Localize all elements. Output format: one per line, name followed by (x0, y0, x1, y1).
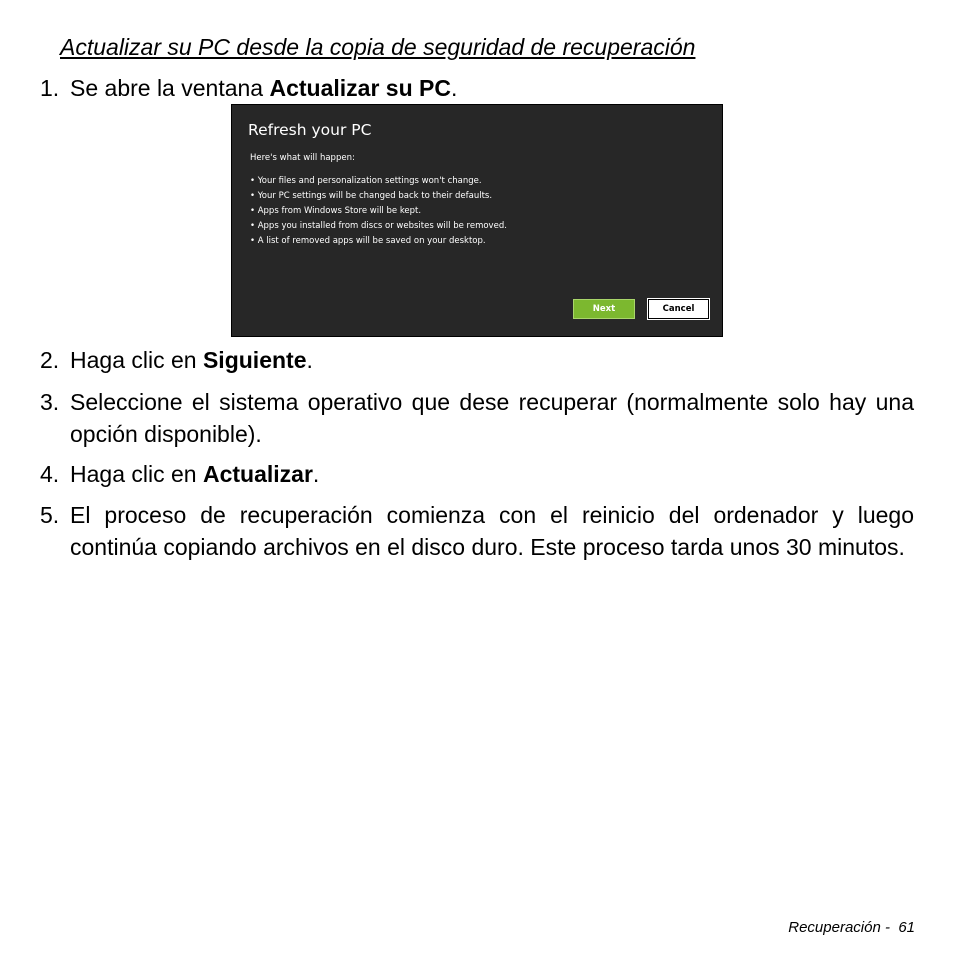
dialog-bullet-list (250, 174, 507, 249)
footer-section: Recuperación - (788, 919, 895, 936)
step-text: Seleccione el sistema operativo que dese recuperar (normalmente solo hay una opción disponible). (70, 389, 914, 447)
step-3 (40, 386, 914, 450)
step-number: 4. (40, 461, 60, 487)
button-name: Siguiente (202, 347, 307, 373)
dialog-bullet: • Your PC settings will be changed back to their defaults. (250, 189, 507, 204)
cancel-button[interactable]: Cancel (648, 299, 709, 319)
page-footer (788, 919, 915, 936)
step-2 (40, 344, 914, 376)
dialog-bullet: • Apps you installed from discs or websites will be removed. (250, 219, 507, 234)
step-4 (40, 458, 914, 490)
step-text: Haga clic en Actualizar. (70, 461, 320, 487)
dialog-bullet: • Apps from Windows Store will be kept. (250, 204, 507, 219)
dialog-bullet: • Your files and personalization settings won't change. (250, 174, 507, 189)
step-text: Se abre la ventana Actualizar su PC. (70, 75, 458, 101)
page-number: 61 (898, 919, 915, 936)
button-name: Actualizar (202, 461, 313, 487)
next-button[interactable]: Next (573, 299, 635, 319)
refresh-pc-screenshot (231, 104, 723, 337)
step-text: Haga clic en Siguiente. (70, 347, 313, 373)
dialog-title: Refresh your PC (248, 121, 372, 139)
step-1 (40, 72, 914, 104)
step-5 (40, 499, 914, 595)
step-text: El proceso de recuperación comienza con el reinicio del ordenador y luego continúa copiando archivos en el disco duro. Este proceso tarda unos 30 minutos. (70, 502, 914, 560)
step-number: 3. (40, 389, 60, 415)
dialog-bullet: • A list of removed apps will be saved on your desktop. (250, 234, 507, 249)
dialog-subtitle: Here's what will happen: (250, 153, 355, 163)
window-name: Actualizar su PC (269, 75, 451, 101)
step-number: 5. (40, 502, 60, 528)
step-number: 2. (40, 347, 60, 373)
section-heading: Actualizar su PC desde la copia de seguridad de recuperación (60, 34, 696, 60)
step-number: 1. (40, 75, 60, 101)
